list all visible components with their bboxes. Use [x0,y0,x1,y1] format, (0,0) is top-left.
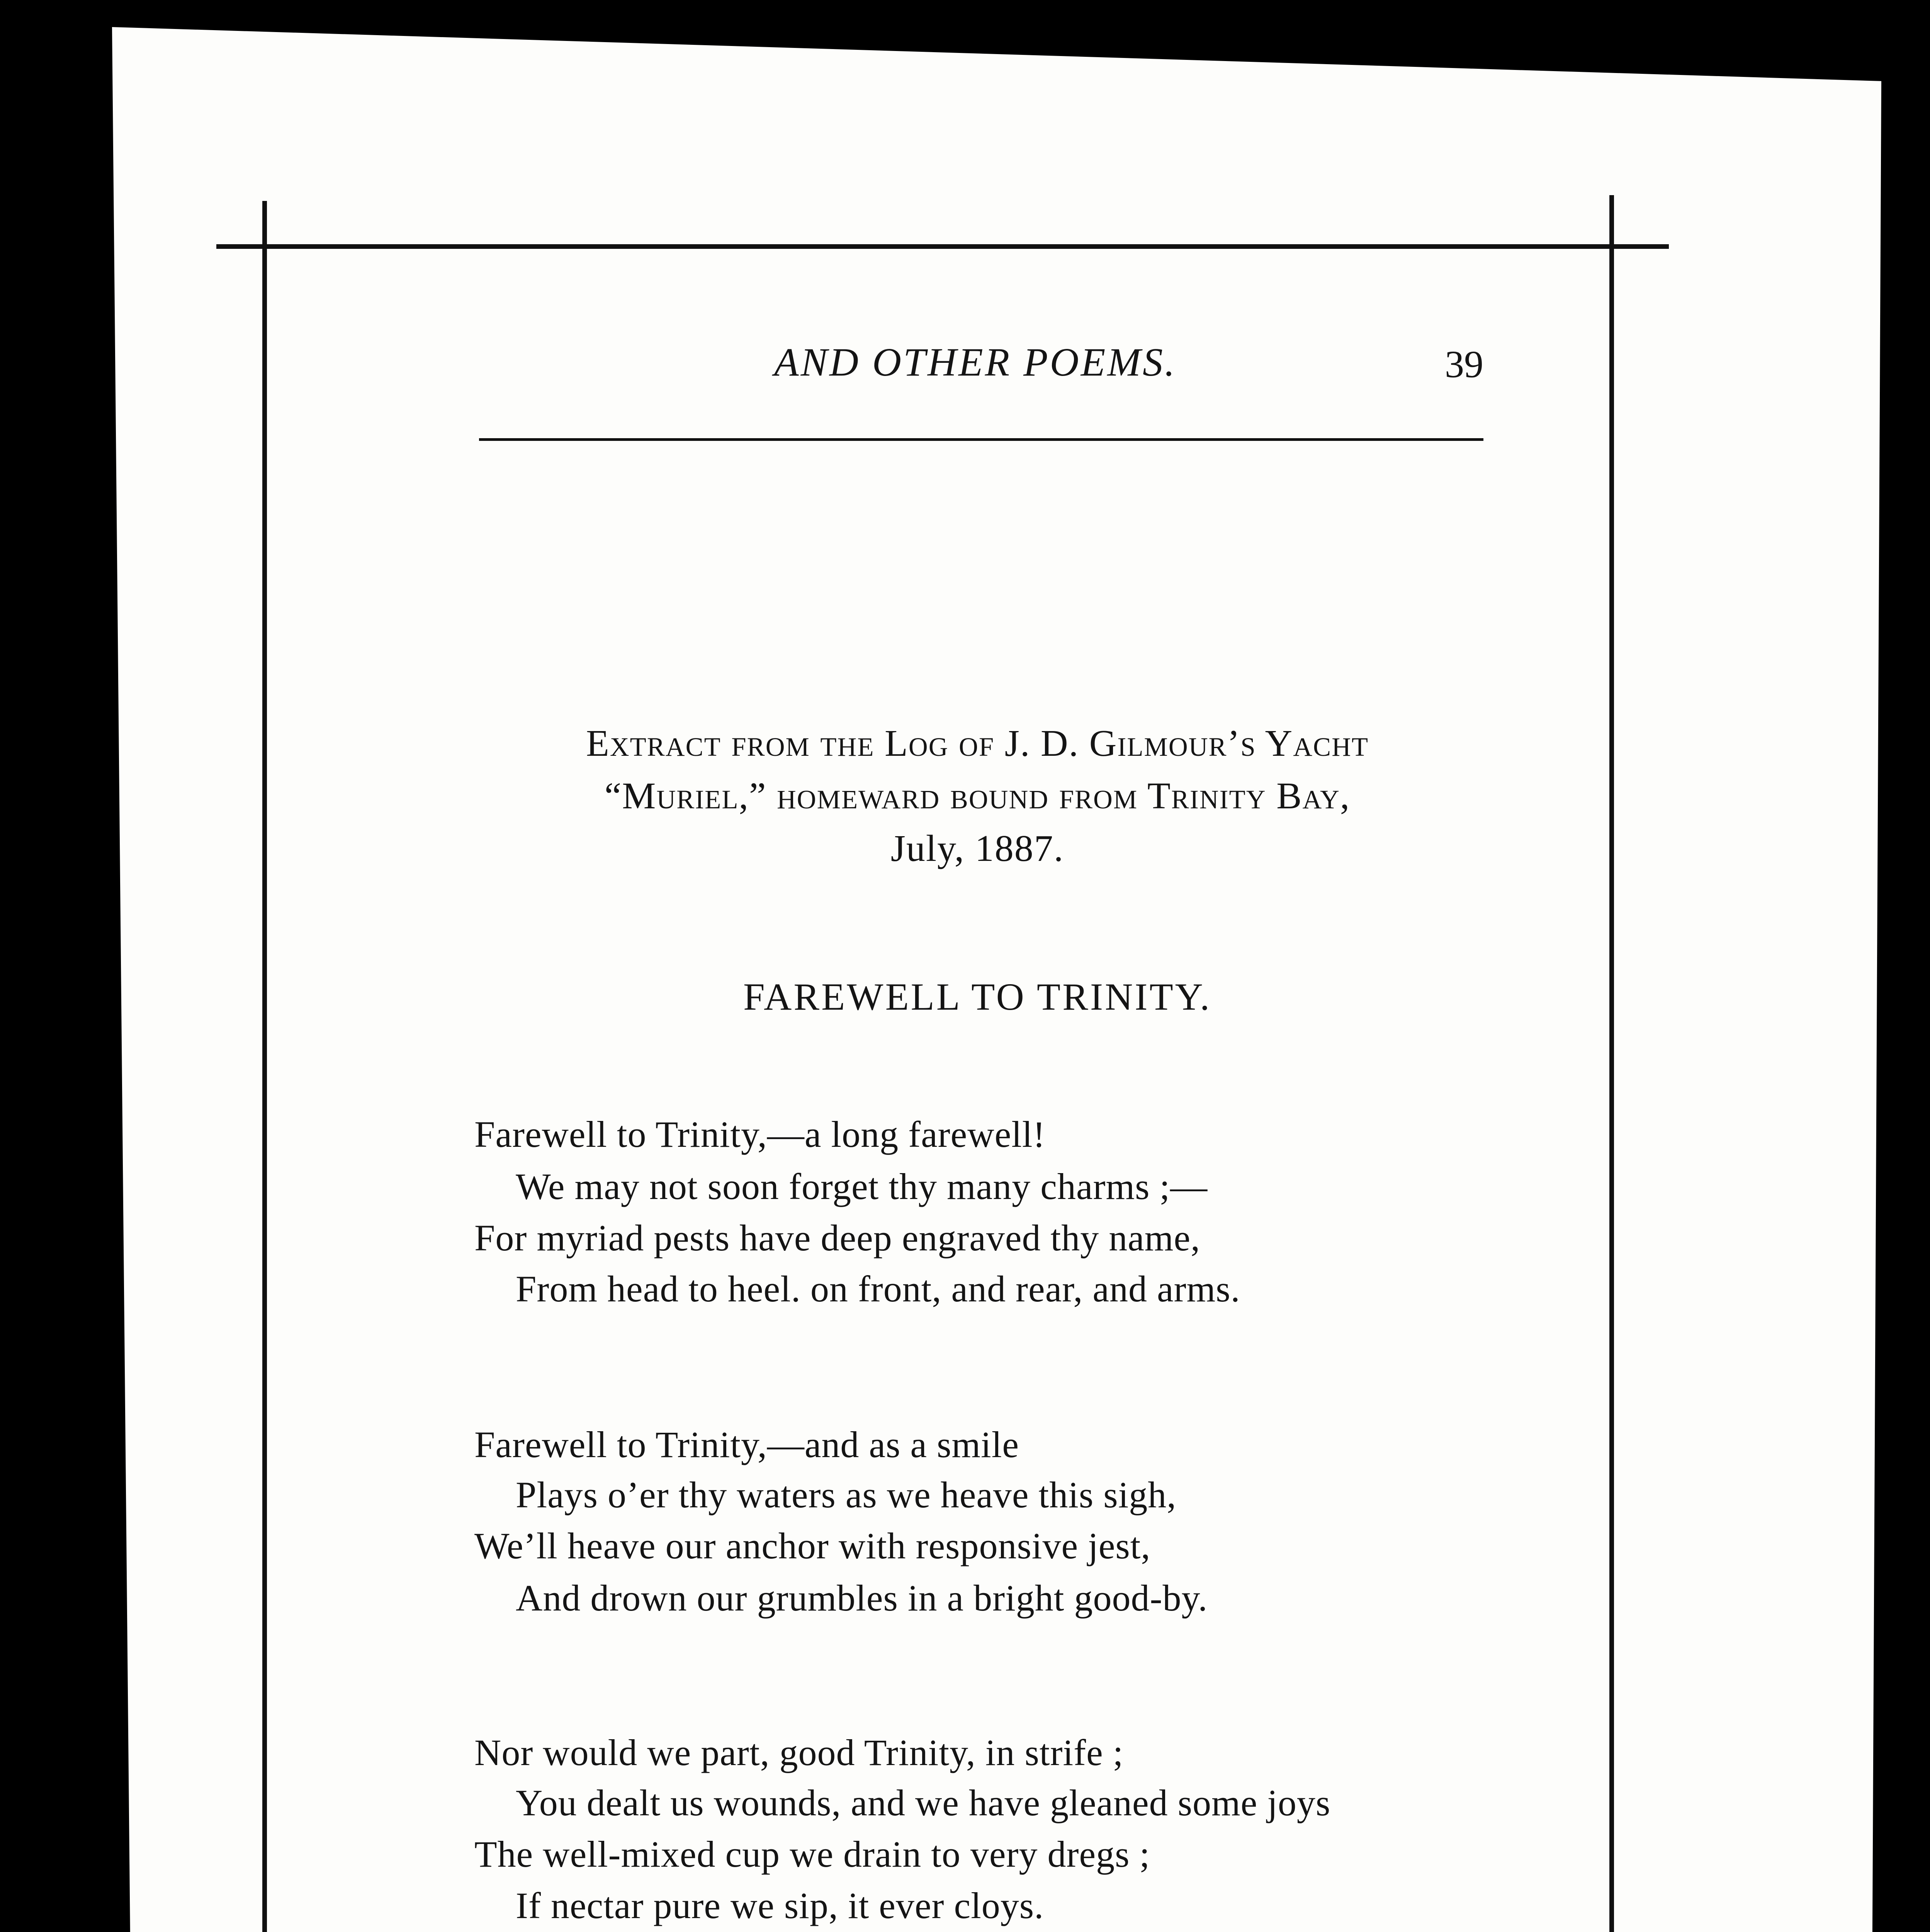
verse-line: Plays o’er thy waters as we heave this sigh, [516,1474,1177,1515]
page-number: 39 [1445,343,1483,386]
verse-line: You dealt us wounds, and we have gleaned some joys [516,1782,1331,1823]
verse-line: For myriad pests have deep engraved thy name, [474,1217,1201,1259]
verse-line: If nectar pure we sip, it ever cloys. [516,1885,1044,1926]
verse-line: From head to heel. on front, and rear, and arms. [516,1268,1240,1310]
border-left [262,201,267,1932]
verse-line: Farewell to Trinity,—and as a smile [474,1424,1019,1465]
border-right [1609,195,1614,1932]
extract-line-1: Extract from the Log of J. D. Gilmour’s Yacht [586,723,1369,764]
border-top [216,244,1669,249]
verse-line: We’ll heave our anchor with responsive jest, [474,1525,1151,1566]
verse-line: We may not soon forget thy many charms ;— [516,1166,1208,1207]
verse-line: Nor would we part, good Trinity, in strife ; [474,1732,1124,1773]
extract-line-3: July, 1887. [890,828,1064,869]
verse-line: The well-mixed cup we drain to very dregs ; [474,1833,1150,1875]
extract-line-2: “Muriel,” homeward bound from Trinity Bay, [604,775,1351,817]
running-head: AND OTHER POEMS. [774,340,1177,384]
verse-line: Farewell to Trinity,—a long farewell! [474,1114,1046,1155]
verse-line: And drown our grumbles in a bright good-by. [516,1577,1208,1619]
poem-title: FAREWELL TO TRINITY. [743,975,1211,1018]
header-rule [479,438,1483,441]
